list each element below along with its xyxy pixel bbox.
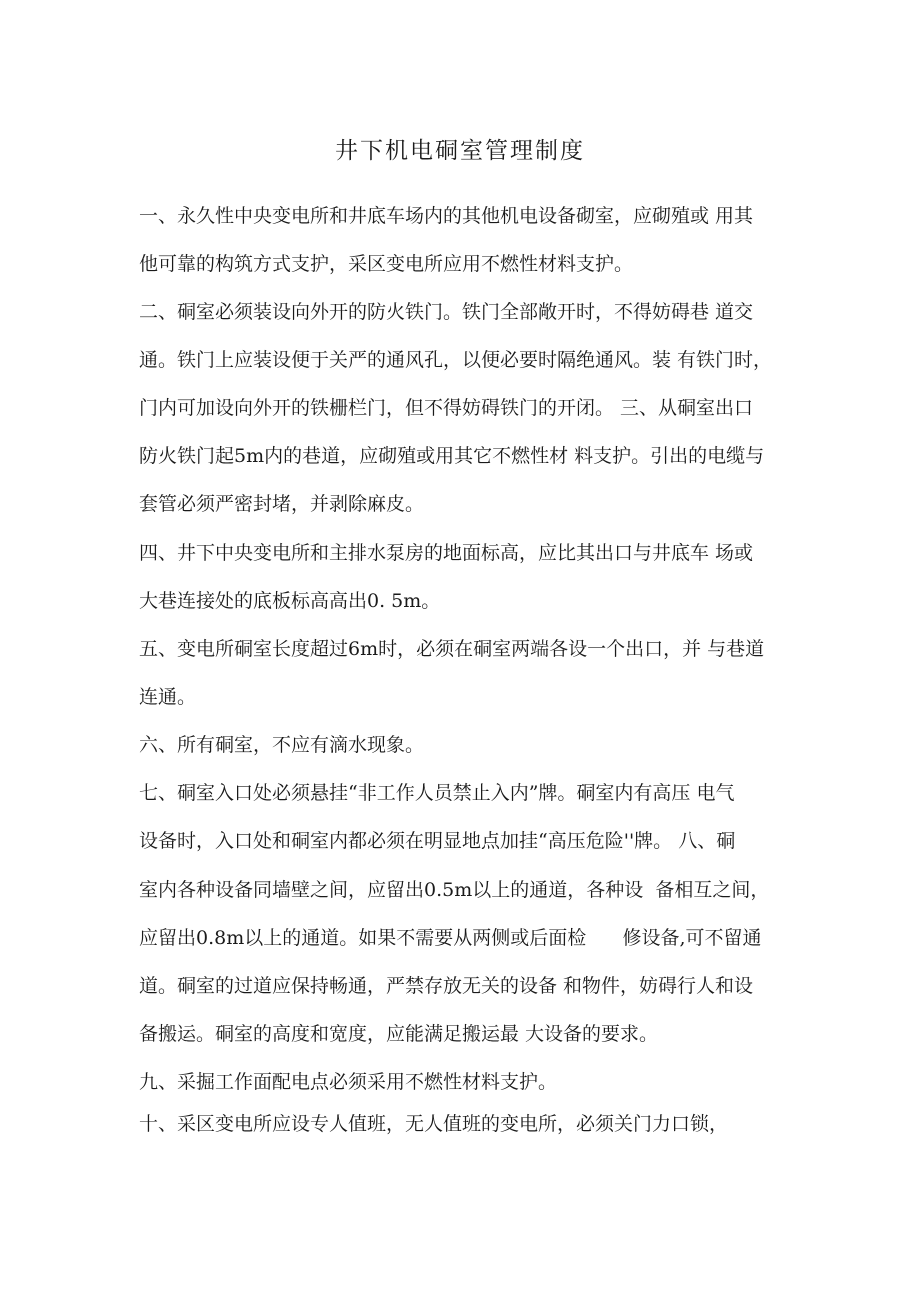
text-line: 门内可加设向外开的铁栅栏门，但不得妨碍铁门的开闭。 三、从硐室出口 <box>139 397 754 419</box>
text-line: 五、变电所硐室长度超过6m时，必须在硐室两端各设一个出口，并 与巷道 <box>139 638 765 660</box>
text-line: 四、井下中央变电所和主排水泵房的地面标高，应比其出口与井底车 场或 <box>139 542 754 564</box>
text-line: 九、采掘工作面配电点必须采用不燃性材料支护。 <box>139 1071 558 1093</box>
text-line: 应留出0.8m以上的通道。如果不需要从两侧或后面检 修设备,可不留通 <box>139 927 762 949</box>
text-line: 套管必须严密封堵，并剥除麻皮。 <box>139 493 425 515</box>
text-line: 十、采区变电所应设专人值班，无人值班的变电所，必须关门力口锁， <box>139 1113 729 1135</box>
text-line: 室内各种设备同墙壁之间，应留出0.5m以上的通道，各种设 备相互之间， <box>139 879 770 901</box>
text-line: 设备时，入口处和硐室内都必须在明显地点加挂“高压危险''牌。 八、硐 <box>139 830 736 852</box>
text-line: 七、硐室入口处必须悬挂“非工作人员禁止入内”牌。硐室内有高压 电气 <box>139 782 735 804</box>
text-line: 连通。 <box>139 686 197 708</box>
text-line: 备搬运。硐室的高度和宽度，应能满足搬运最 大设备的要求。 <box>139 1023 659 1045</box>
text-line: 防火铁门起5m内的巷道，应砌殖或用其它不燃性材 料支护。引出的电缆与 <box>139 445 765 467</box>
text-line: 大巷连接处的底板标高高出0. 5m。 <box>139 590 441 612</box>
document-title: 井下机电硐室管理制度 <box>335 138 585 164</box>
text-line: 他可靠的构筑方式支护，采区变电所应用不燃性材料支护。 <box>139 253 634 275</box>
text-line: 道。硐室的过道应保持畅通，严禁存放无关的设备 和物件，妨碍行人和设 <box>139 975 754 997</box>
text-line: 二、硐室必须装设向外开的防火铁门。铁门全部敞开时，不得妨碍巷 道交 <box>139 301 754 323</box>
text-line: 通。铁门上应装设便于关严的通风孔，以便必要时隔绝通风。装 有铁门时， <box>139 349 773 371</box>
text-line: 六、所有硐室，不应有滴水现象。 <box>139 734 425 756</box>
text-line: 一、永久性中央变电所和井底车场内的其他机电设备砌室，应砌殖或 用其 <box>139 205 754 227</box>
